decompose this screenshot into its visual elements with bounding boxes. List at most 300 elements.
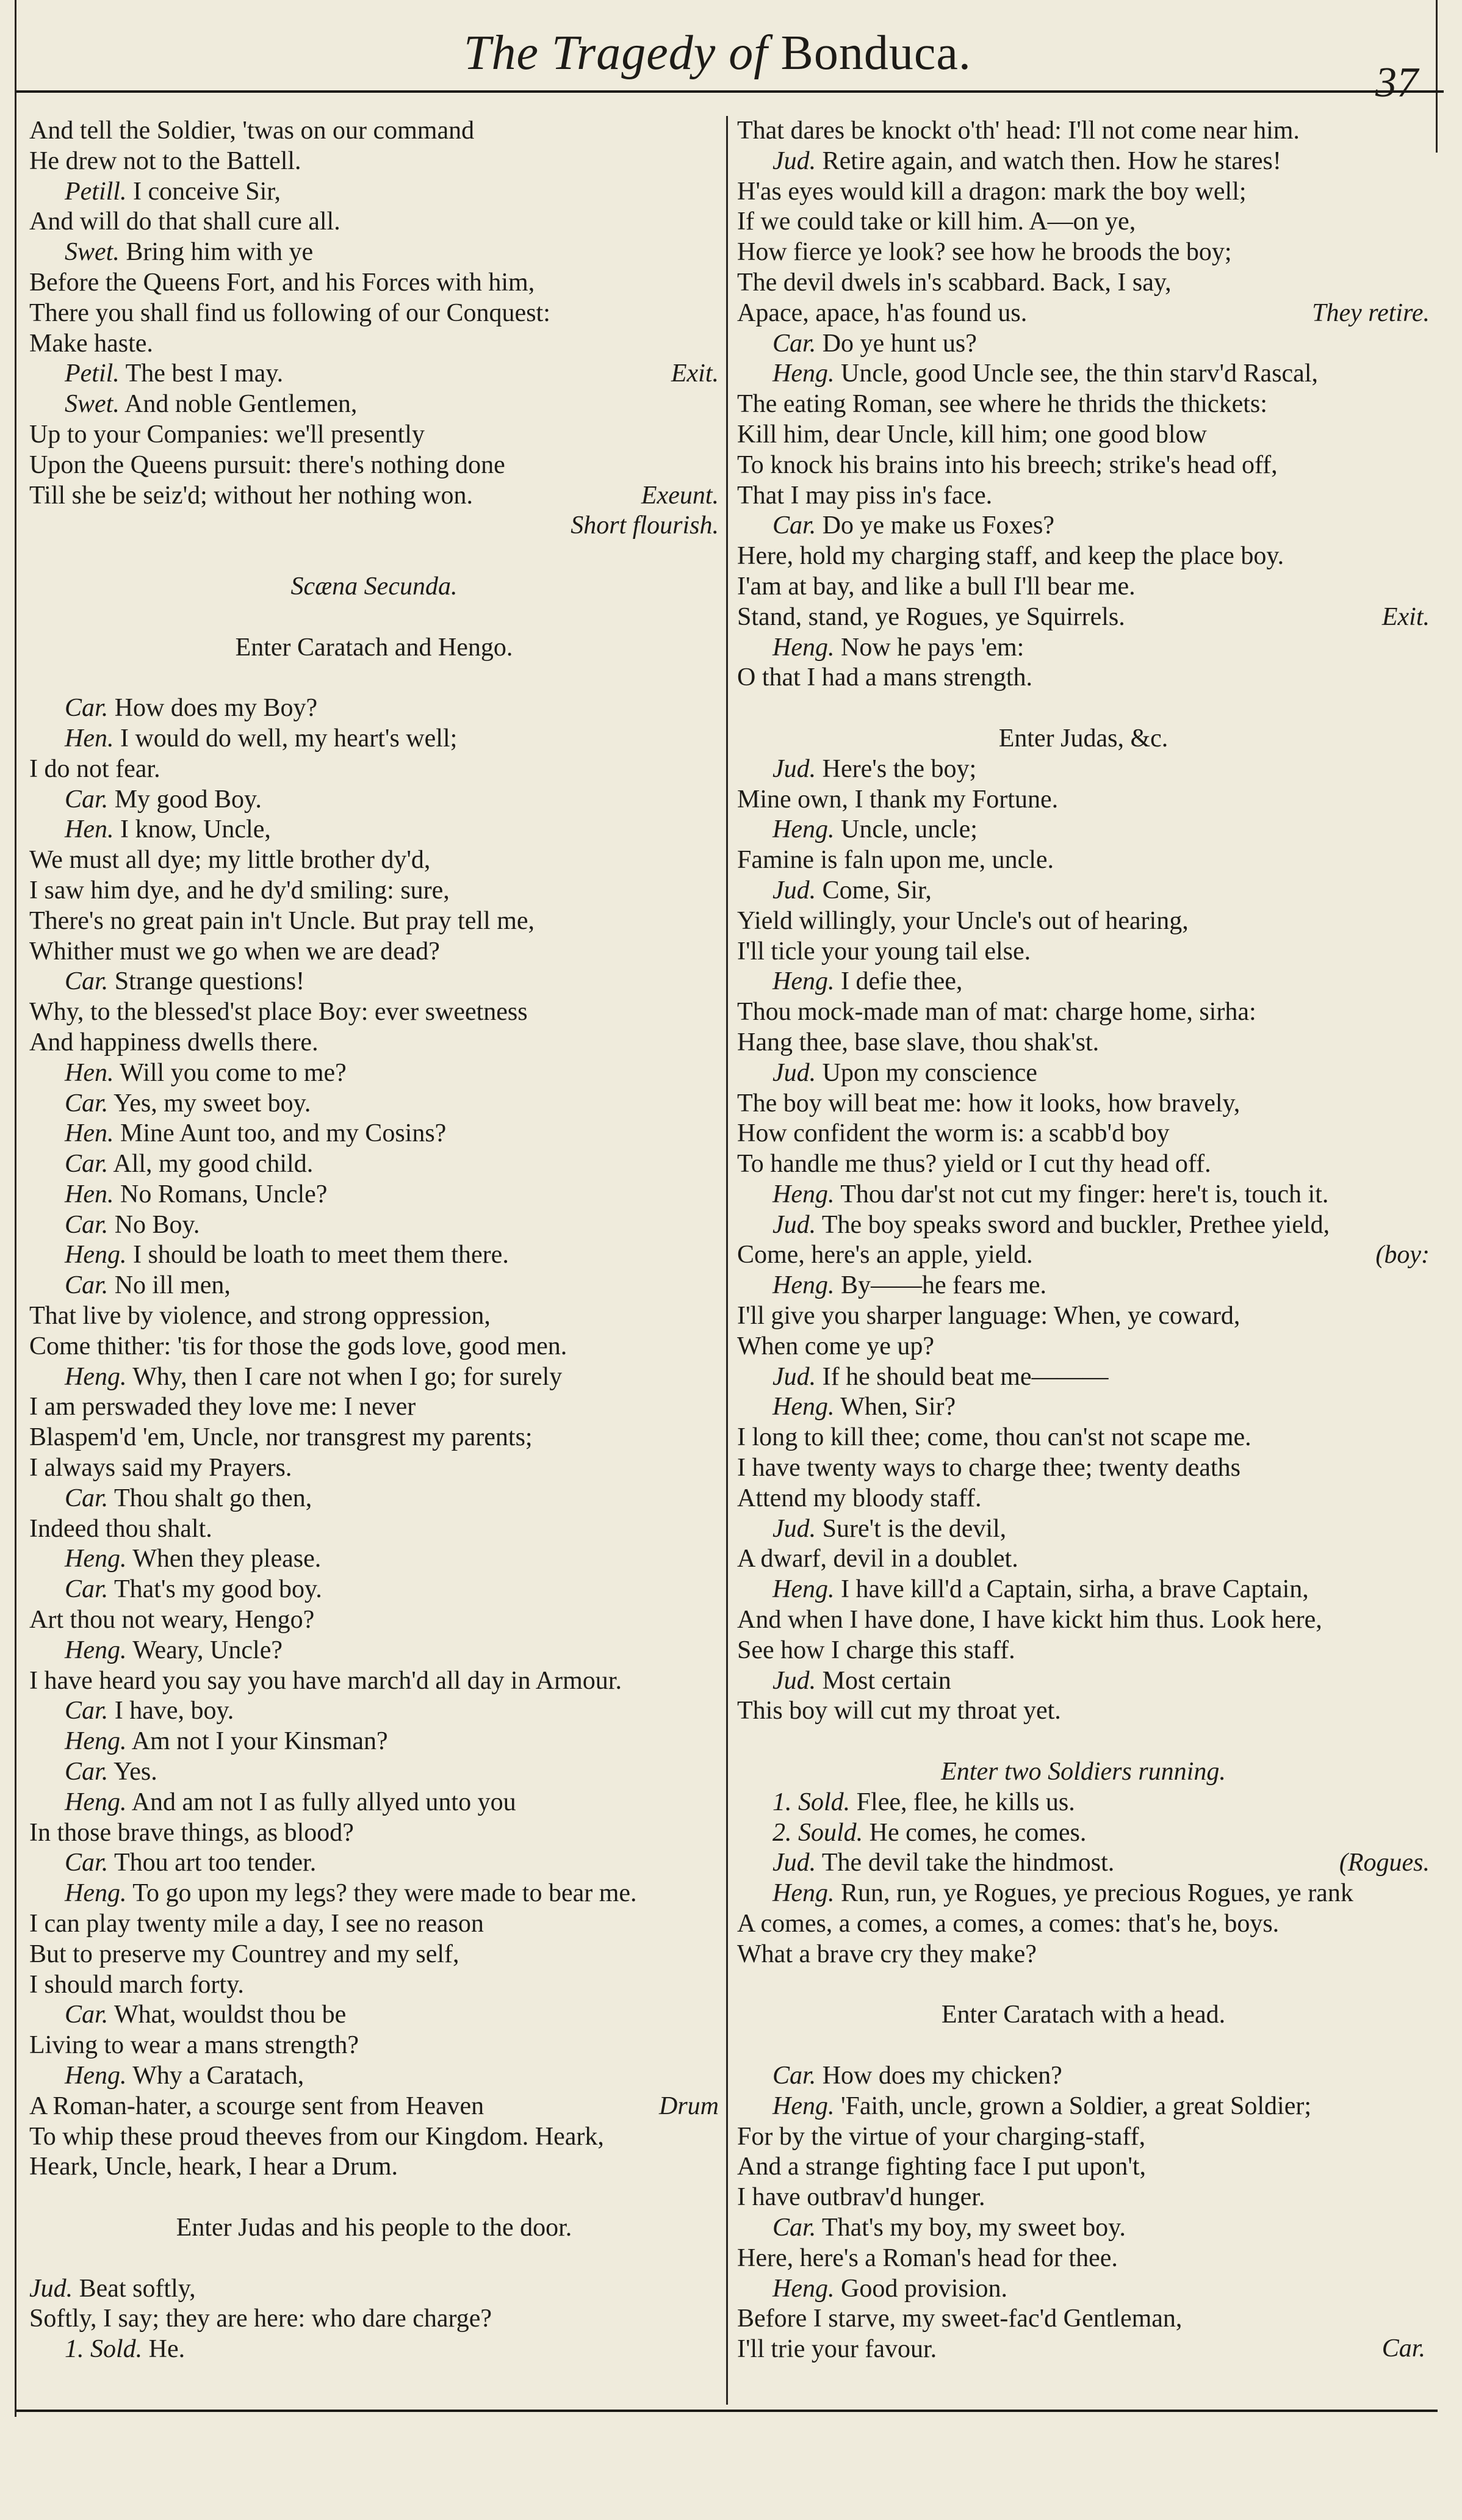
line-text: Strange questions! — [114, 967, 305, 996]
speaker-name: Car. — [65, 1089, 109, 1117]
speech-line — [29, 967, 719, 997]
line-text: That's my boy, my sweet boy. — [821, 2213, 1126, 2242]
verse-line — [737, 541, 1430, 572]
line-text: Art thou not weary, Hengo? — [29, 1606, 315, 1634]
line-text: Thou dar'st not cut my finger: here't is, touch it. — [840, 1180, 1329, 1208]
speaker-name: Hen. — [65, 724, 114, 753]
line-text: Up to your Companies: we'll presently — [29, 420, 425, 449]
speaker-name: Heng. — [772, 1393, 835, 1421]
verse-line — [737, 663, 1430, 693]
line-text: The devil take the hindmost. — [821, 1849, 1115, 1877]
line-text: How does my Boy? — [114, 694, 318, 723]
line-text: I'll give you sharper language: When, ye coward, — [737, 1302, 1241, 1330]
verse-line — [29, 1028, 719, 1058]
right-text-column — [737, 116, 1430, 2365]
stage-direction-heading: Enter Caratach with a head. — [941, 2001, 1226, 2029]
blank-line — [737, 693, 1430, 724]
verse-line — [737, 1636, 1430, 1666]
line-text: No Boy. — [114, 1210, 200, 1239]
line-text: And noble Gentlemen, — [124, 390, 358, 419]
verse-line — [29, 2152, 719, 2182]
speaker-name: Car. — [65, 1484, 109, 1512]
line-text: Now he pays 'em: — [840, 633, 1024, 662]
line-text: A comes, a comes, a comes, a comes: that's he, boys. — [737, 1910, 1280, 1938]
speaker-name: Jud. — [772, 1210, 816, 1239]
speaker-name: Car. — [772, 2213, 816, 2242]
line-text: I have twenty ways to charge thee; twenty deaths — [737, 1454, 1241, 1482]
line-text: Retire again, and watch then. How he stares! — [822, 146, 1281, 175]
verse-line — [737, 481, 1430, 511]
line-text: My good Boy. — [114, 785, 262, 814]
line-text: The best I may. — [125, 359, 284, 388]
speaker-name: Heng. — [65, 1545, 127, 1573]
stage-direction: Exit. — [1381, 602, 1430, 631]
line-text: Upon my conscience — [822, 1058, 1037, 1087]
speech-line — [29, 1089, 719, 1119]
line-text: I conceive Sir, — [132, 177, 281, 206]
verse-line — [737, 116, 1430, 146]
line-text: Thou mock-made man of mat: charge home, sirha: — [737, 998, 1256, 1027]
verse-line — [737, 906, 1430, 937]
speaker-name: Car. — [772, 2062, 816, 2090]
line-text: Uncle, uncle; — [840, 815, 978, 844]
verse-line — [737, 207, 1430, 237]
line-text: There you shall find us following of our Conquest: — [29, 298, 550, 327]
line-text: To handle me thus? yield or I cut thy head off. — [737, 1150, 1211, 1179]
line-text: I know, Uncle, — [120, 815, 271, 844]
verse-line — [29, 450, 719, 481]
line-text: Living to wear a mans strength? — [29, 2031, 359, 2060]
blank-line — [737, 1727, 1430, 1757]
line-text: A Roman-hater, a scourge sent from Heaven — [29, 2092, 484, 2120]
line-text: And a strange fighting face I put upon't, — [737, 2153, 1147, 2181]
line-text: Do ye hunt us? — [822, 329, 977, 358]
line-text: Before the Queens Fort, and his Forces with him, — [29, 268, 535, 297]
line-text: The boy speaks sword and buckler, Prethee yield, — [821, 1210, 1330, 1239]
verse-line — [29, 1970, 719, 2001]
speaker-name: 1. Sold. — [65, 2335, 143, 2364]
verse-line — [29, 876, 719, 906]
verse-line — [29, 1453, 719, 1484]
line-text: Whither must we go when we are dead? — [29, 937, 440, 966]
speech-line — [29, 1362, 719, 1393]
verse-line — [737, 298, 1430, 329]
speech-line — [29, 1636, 719, 1666]
speech-line — [737, 511, 1430, 541]
line-text: Till she be seiz'd; without her nothing won. — [29, 481, 473, 510]
line-text: I have kill'd a Captain, sirha, a brave Captain, — [840, 1575, 1309, 1604]
speech-line — [29, 1788, 719, 1818]
line-text: By——he fears me. — [840, 1271, 1047, 1300]
speech-line — [737, 2274, 1430, 2305]
line-text: Hang thee, base slave, thou shak'st. — [737, 1028, 1100, 1056]
stage-direction-heading: Scæna Secunda. — [290, 572, 458, 601]
stage-direction: (boy: — [1375, 1241, 1430, 1269]
line-text: I have, boy. — [114, 1697, 234, 1725]
line-text: To knock his brains into his breech; strike's head off, — [737, 450, 1278, 479]
verse-line — [737, 237, 1430, 268]
left-text-column — [29, 116, 719, 2365]
stage-direction-heading: Enter two Soldiers running. — [941, 1758, 1226, 1786]
speaker-name: Jud. — [772, 876, 816, 904]
line-text: That dares be knockt o'th' head: I'll not come near him. — [737, 117, 1300, 145]
line-text: Do ye make us Foxes? — [822, 511, 1054, 540]
verse-line — [29, 329, 719, 359]
speaker-name: Heng. — [772, 1180, 835, 1208]
speech-line — [29, 1210, 719, 1241]
line-text: How does my chicken? — [822, 2062, 1062, 2090]
left-border-rule — [15, 0, 16, 2417]
speaker-name: Jud. — [772, 754, 816, 783]
line-text: Stand, stand, ye Rogues, ye Squirrels. — [737, 602, 1125, 631]
line-text: I would do well, my heart's well; — [120, 724, 458, 753]
verse-line — [737, 1696, 1430, 1727]
line-text: Am not I your Kinsman? — [131, 1727, 388, 1756]
line-text: Upon the Queens pursuit: there's nothing done — [29, 450, 505, 479]
speaker-name: Heng. — [65, 1636, 127, 1664]
verse-line — [737, 1149, 1430, 1180]
line-text: And will do that shall cure all. — [29, 208, 340, 236]
speaker-name: Car. — [65, 2001, 109, 2029]
speech-line — [29, 389, 719, 420]
line-text: Heark, Uncle, heark, I hear a Drum. — [29, 2153, 398, 2181]
speech-line — [29, 1058, 719, 1089]
speaker-name: Heng. — [772, 815, 835, 844]
speech-line — [29, 2000, 719, 2031]
speech-line — [737, 329, 1430, 359]
blank-line — [737, 2031, 1430, 2061]
line-text: I am perswaded they love me: I never — [29, 1393, 416, 1421]
speaker-name: Hen. — [65, 1119, 114, 1148]
line-text: Weary, Uncle? — [132, 1636, 283, 1664]
line-text: What, wouldst thou be — [113, 2001, 347, 2029]
verse-line — [737, 1909, 1430, 1940]
speech-line — [29, 785, 719, 815]
footer-rule — [16, 2410, 1438, 2412]
speech-line — [29, 237, 719, 268]
line-text: That's my good boy. — [113, 1575, 322, 1604]
speaker-name: Heng. — [772, 633, 835, 662]
line-text: I long to kill thee; come, thou can'st not scape me. — [737, 1423, 1251, 1452]
verse-line — [29, 1392, 719, 1423]
verse-line — [737, 2152, 1430, 2182]
speaker-name: Petill. — [65, 177, 127, 206]
line-text: Here, hold my charging staff, and keep the place boy. — [737, 542, 1284, 571]
verse-line — [737, 1484, 1430, 1514]
verse-line — [737, 177, 1430, 208]
line-text: Softly, I say; they are here: who dare charge? — [29, 2305, 492, 2333]
verse-line — [737, 2304, 1430, 2334]
line-text: Kill him, dear Uncle, kill him; one good blow — [737, 420, 1207, 449]
verse-line — [29, 298, 719, 329]
verse-line — [737, 1544, 1430, 1575]
speaker-name: Heng. — [772, 2092, 835, 2120]
speech-line — [737, 1180, 1430, 1210]
verse-line — [737, 268, 1430, 298]
line-text: To whip these proud theeves from our Kingdom. Heark, — [29, 2122, 604, 2151]
line-text: I do not fear. — [29, 754, 160, 783]
speech-line — [737, 1848, 1430, 1879]
line-text: Sure't is the devil, — [822, 1514, 1007, 1543]
line-text: This boy will cut my throat yet. — [737, 1697, 1061, 1725]
speaker-name: Heng. — [65, 1362, 127, 1391]
speech-line — [737, 359, 1430, 389]
speaker-name: Hen. — [65, 815, 114, 844]
speaker-name: 2. Sould. — [772, 1818, 863, 1847]
verse-line — [29, 511, 719, 541]
verse-line — [29, 1423, 719, 1453]
line-text: And when I have done, I have kickt him thus. Look here, — [737, 1606, 1322, 1634]
line-text: Come, Sir, — [822, 876, 932, 904]
verse-line — [737, 602, 1430, 633]
speech-line — [29, 1848, 719, 1879]
verse-line — [29, 937, 719, 967]
speech-line — [29, 1119, 719, 1149]
line-text: And am not I as fully allyed unto you — [131, 1788, 516, 1816]
speech-line — [29, 1149, 719, 1180]
verse-line — [29, 754, 719, 785]
line-text: There's no great pain in't Uncle. But pray tell me, — [29, 906, 535, 935]
line-text: Famine is faln upon me, uncle. — [737, 846, 1054, 875]
speaker-name: Car. — [65, 1575, 109, 1604]
line-text: He. — [148, 2335, 185, 2364]
verse-line — [29, 207, 719, 237]
speaker-name: Heng. — [772, 1575, 835, 1604]
line-text: No Romans, Uncle? — [120, 1180, 328, 1208]
line-text: I'll ticle your young tail else. — [737, 937, 1031, 966]
speech-line — [737, 754, 1430, 785]
speaker-name: Heng. — [65, 1788, 127, 1816]
line-text: I have heard you say you have march'd all day in Armour. — [29, 1666, 622, 1695]
verse-line — [737, 1301, 1430, 1332]
verse-line — [29, 1818, 719, 1849]
verse-line — [29, 845, 719, 876]
stage-direction-heading: Enter Judas, &c. — [998, 724, 1169, 753]
speaker-name: Car. — [65, 1210, 109, 1239]
running-title — [464, 26, 971, 81]
speaker-name: Heng. — [772, 967, 835, 996]
line-text: For by the virtue of your charging-staff, — [737, 2122, 1146, 2151]
speaker-name: Heng. — [65, 2062, 127, 2090]
stage-direction: Exeunt. — [641, 481, 719, 510]
speech-line — [29, 1575, 719, 1605]
verse-line — [29, 1940, 719, 1970]
verse-line — [737, 1240, 1430, 1271]
speech-line — [737, 1058, 1430, 1089]
stage-direction-heading: Enter Caratach and Hengo. — [235, 633, 513, 662]
speech-line — [737, 1210, 1430, 1241]
speaker-name: Car. — [772, 511, 816, 540]
verse-line — [29, 146, 719, 177]
speaker-name: Swet. — [65, 390, 120, 419]
speaker-name: Jud. — [772, 1362, 816, 1391]
verse-line — [737, 572, 1430, 602]
line-text: O that I had a mans strength. — [737, 663, 1033, 692]
line-text: Indeed thou shalt. — [29, 1514, 212, 1543]
stage-direction: (Rogues. — [1339, 1849, 1430, 1877]
line-text: Most certain — [822, 1666, 951, 1695]
page-number: 37 — [1375, 59, 1418, 106]
line-text: Here's the boy; — [822, 754, 977, 783]
speech-line — [737, 1879, 1430, 1909]
speaker-name: Hen. — [65, 1180, 114, 1208]
speaker-name: Car. — [65, 1697, 109, 1725]
line-text: When they please. — [132, 1545, 322, 1573]
speech-line — [29, 1240, 719, 1271]
speaker-name: Car. — [65, 1849, 109, 1877]
speaker-name: Petil. — [65, 359, 120, 388]
verse-line — [737, 845, 1430, 876]
verse-line — [29, 1909, 719, 1940]
line-text: See how I charge this staff. — [737, 1636, 1015, 1664]
speaker-name: Jud. — [772, 1058, 816, 1087]
speaker-name: Jud. — [772, 1666, 816, 1695]
speaker-name: Car. — [65, 1271, 109, 1300]
speech-line — [737, 2061, 1430, 2092]
speaker-name: Car. — [65, 785, 109, 814]
line-text: To go upon my legs? they were made to bear me. — [132, 1879, 637, 1908]
speech-line — [29, 1484, 719, 1514]
verse-line — [737, 937, 1430, 967]
speech-line — [29, 724, 719, 754]
line-text: Make haste. — [29, 329, 153, 358]
speech-line — [737, 1362, 1430, 1393]
speech-line — [29, 2274, 719, 2305]
verse-line — [29, 2092, 719, 2122]
line-text: The boy will beat me: how it looks, how bravely, — [737, 1089, 1241, 1117]
speech-line — [29, 177, 719, 208]
speech-line — [737, 1514, 1430, 1545]
line-text: I'll trie your favour. — [737, 2335, 937, 2364]
verse-line — [737, 1940, 1430, 1970]
line-text: Before I starve, my sweet-fac'd Gentleman, — [737, 2305, 1183, 2333]
line-text: The devil dwels in's scabbard. Back, I say, — [737, 268, 1172, 297]
column-divider — [726, 116, 728, 2405]
speaker-name: Jud. — [29, 2274, 73, 2303]
speaker-name: Hen. — [65, 1058, 114, 1087]
line-text: I have outbrav'd hunger. — [737, 2183, 985, 2212]
verse-line — [737, 2244, 1430, 2274]
line-text: H'as eyes would kill a dragon: mark the boy well; — [737, 177, 1247, 206]
verse-line — [737, 389, 1430, 420]
verse-line — [29, 906, 719, 937]
line-text: Come, here's an apple, yield. — [737, 1241, 1033, 1269]
speaker-name: 1. Sold. — [772, 1788, 851, 1816]
stage-direction: They retire. — [1312, 298, 1430, 327]
line-text: If we could take or kill him. A—on ye, — [737, 208, 1136, 236]
line-text: That live by violence, and strong oppression, — [29, 1302, 491, 1330]
line-text: Why, to the blessed'st place Boy: ever sweetness — [29, 998, 528, 1027]
speaker-name: Jud. — [772, 146, 816, 175]
line-text: Bring him with ye — [126, 238, 314, 267]
speech-line — [29, 1727, 719, 1757]
verse-line — [29, 2304, 719, 2334]
speech-line — [29, 1271, 719, 1301]
line-text: Run, run, ye Rogues, ye precious Rogues, ye rank — [840, 1879, 1353, 1908]
speaker-name: Heng. — [65, 1879, 127, 1908]
speaker-name: Car. — [65, 967, 109, 996]
line-text: How fierce ye look? see how he broods the boy; — [737, 238, 1232, 267]
line-text: Blaspem'd 'em, Uncle, nor transgrest my parents; — [29, 1423, 533, 1452]
speech-line — [29, 1696, 719, 1727]
line-text: When come ye up? — [737, 1332, 935, 1360]
speech-line — [737, 1818, 1430, 1849]
line-text: I should march forty. — [29, 1970, 244, 1999]
verse-line — [737, 2182, 1430, 2213]
line-text: Thou shalt go then, — [113, 1484, 312, 1512]
line-text: I saw him dye, and he dy'd smiling: sure, — [29, 876, 450, 904]
verse-line — [29, 481, 719, 511]
line-text: The eating Roman, see where he thrids the thickets: — [737, 390, 1267, 419]
line-text: I'am at bay, and like a bull I'll bear me. — [737, 572, 1136, 601]
line-text: In those brave things, as blood? — [29, 1818, 354, 1847]
speech-line — [737, 1575, 1430, 1605]
speaker-name: Heng. — [772, 359, 835, 388]
line-text: And happiness dwells there. — [29, 1028, 319, 1056]
catchword: Car. — [1381, 2334, 1425, 2363]
speech-line — [29, 1180, 719, 1210]
line-text: Will you come to me? — [120, 1058, 347, 1087]
line-text: Yes, my sweet boy. — [113, 1089, 311, 1117]
speaker-name: Heng. — [772, 1271, 835, 1300]
speech-line — [737, 1788, 1430, 1818]
verse-line — [737, 2334, 1430, 2365]
line-text: Good provision. — [840, 2274, 1007, 2303]
verse-line — [737, 2122, 1430, 2153]
speaker-name: Jud. — [772, 1514, 816, 1543]
speech-line — [29, 815, 719, 845]
verse-line — [737, 450, 1430, 481]
verse-line — [737, 420, 1430, 450]
verse-line — [29, 268, 719, 298]
line-text: Why a Caratach, — [132, 2062, 304, 2090]
speech-line — [29, 1879, 719, 1909]
line-text: Yes. — [113, 1758, 157, 1786]
verse-line — [29, 1605, 719, 1636]
speech-line — [737, 876, 1430, 906]
verse-line — [29, 420, 719, 450]
line-text: Come thither: 'tis for those the gods love, good men. — [29, 1332, 567, 1360]
line-text: When, Sir? — [840, 1393, 956, 1421]
speaker-name: Heng. — [772, 1879, 835, 1908]
speech-line — [29, 1544, 719, 1575]
line-text: I always said my Prayers. — [29, 1454, 292, 1482]
line-text: Flee, flee, he kills us. — [856, 1788, 1075, 1816]
line-text: He drew not to the Battell. — [29, 146, 301, 175]
verse-line — [737, 1332, 1430, 1362]
line-text: I defie thee, — [840, 967, 963, 996]
line-text: Apace, apace, h'as found us. — [737, 298, 1028, 327]
stage-direction: Short flourish. — [571, 511, 719, 540]
speech-line — [737, 1392, 1430, 1423]
speaker-name: Car. — [65, 694, 109, 723]
verse-line — [737, 785, 1430, 815]
line-text: How confident the worm is: a scabb'd boy — [737, 1119, 1170, 1148]
speech-line — [29, 2061, 719, 2092]
speech-line — [29, 1757, 719, 1788]
line-text: If he should beat me——— — [822, 1362, 1109, 1391]
line-text: What a brave cry they make? — [737, 1940, 1037, 1968]
line-text: And tell the Soldier, 'twas on our command — [29, 117, 475, 145]
verse-line — [737, 997, 1430, 1028]
speech-line — [29, 693, 719, 724]
speech-line — [737, 1666, 1430, 1697]
line-text: Beat softly, — [79, 2274, 196, 2303]
verse-line — [29, 2031, 719, 2061]
running-title-roman: Bonduca. — [780, 26, 971, 80]
speech-line — [737, 146, 1430, 177]
verse-line — [737, 1605, 1430, 1636]
